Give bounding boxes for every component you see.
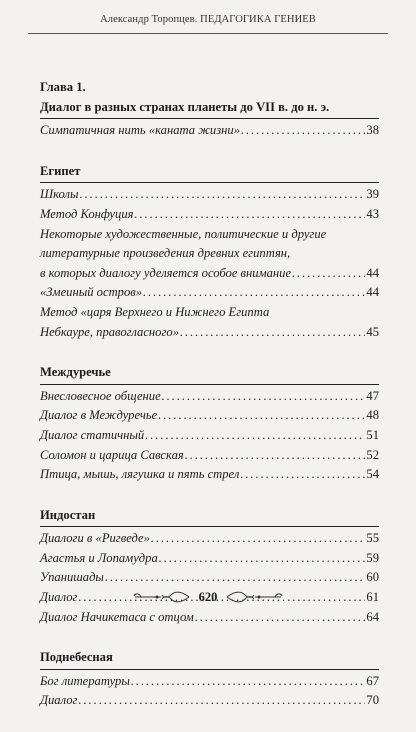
toc-page-number: 44 <box>366 265 379 280</box>
toc-page-number: 70 <box>366 693 379 708</box>
chapter-block <box>40 78 379 141</box>
toc-page-number: 55 <box>366 531 379 546</box>
toc-entry-title: Метод Конфуция <box>40 206 134 221</box>
toc-entry-title: Диалог <box>40 590 78 605</box>
toc-entry[interactable] <box>40 426 379 446</box>
toc-page-number: 48 <box>366 408 379 423</box>
toc-section <box>40 363 379 485</box>
toc-entry-title: Симпатичная нить «каната жизни» <box>40 123 240 138</box>
toc-section <box>40 648 379 711</box>
toc-entry[interactable] <box>40 608 379 628</box>
toc-page-number: 47 <box>366 388 379 403</box>
dot-leader <box>80 185 366 205</box>
toc-entry[interactable] <box>40 549 379 569</box>
toc-entry-title: Агастья и Лопамудра <box>40 550 158 565</box>
dot-leader <box>145 426 365 446</box>
toc-page-number: 51 <box>366 427 379 442</box>
section-rule <box>40 384 379 385</box>
toc-entry-title: Соломон и царица Савская <box>40 447 184 462</box>
toc-entry[interactable] <box>40 264 379 284</box>
dot-leader <box>159 549 366 569</box>
toc-page-number: 44 <box>366 285 379 300</box>
header-rule <box>28 33 388 34</box>
running-head: Александр Торопцев. ПЕДАГОГИКА ГЕНИЕВ <box>100 14 316 25</box>
sections-container <box>40 162 379 711</box>
toc-entry-title: Диалог в Междуречье <box>40 408 158 423</box>
dot-leader <box>131 672 366 692</box>
toc-page-number: 45 <box>366 324 379 339</box>
toc-entry[interactable] <box>40 529 379 549</box>
toc-entry[interactable] <box>40 121 379 141</box>
toc-entry-title: Птица, мышь, лягушка и пять стрел <box>40 467 240 482</box>
toc-entry-title: Упанишады <box>40 570 104 585</box>
section-rule <box>40 526 379 527</box>
table-of-contents <box>40 78 379 732</box>
dot-leader <box>158 406 365 426</box>
toc-page-number: 64 <box>366 609 379 624</box>
toc-entry-title: «Змеиный остров» <box>40 285 143 300</box>
toc-section <box>40 506 379 628</box>
toc-page-number: 54 <box>366 467 379 482</box>
toc-entry[interactable] <box>40 387 379 407</box>
section-title: Индостан <box>40 507 96 522</box>
dot-leader <box>185 446 366 466</box>
toc-entry[interactable] <box>40 691 379 711</box>
toc-entry-title: Небкауре, правогласного» <box>40 324 179 339</box>
toc-entry-title: в которых диалогу уделяется особое внимание <box>40 265 292 280</box>
toc-entry-title: Бог литературы <box>40 673 130 688</box>
dot-leader <box>143 283 365 303</box>
toc-entry[interactable] <box>40 283 379 303</box>
toc-entry-title: Диалоги в «Ригведе» <box>40 531 150 546</box>
dot-leader <box>134 205 365 225</box>
toc-page-number: 39 <box>366 187 379 202</box>
right-ornament-icon <box>225 590 285 604</box>
toc-page-number: 61 <box>366 590 379 605</box>
dot-leader <box>240 465 365 485</box>
toc-entry[interactable] <box>40 185 379 205</box>
section-rule <box>40 669 379 670</box>
toc-section <box>40 162 379 342</box>
dot-leader <box>195 608 366 628</box>
toc-entry-title: Диалог статичный <box>40 427 145 442</box>
page-footer <box>0 585 416 609</box>
chapter-label: Глава 1. <box>40 80 86 94</box>
dot-leader <box>78 691 365 711</box>
page-number: 620 <box>198 589 218 604</box>
dot-leader <box>241 121 365 141</box>
toc-page-number: 52 <box>366 447 379 462</box>
toc-page-number: 38 <box>366 123 379 138</box>
toc-entry-line: Метод «царя Верхнего и Нижнего Египта <box>40 304 270 319</box>
section-title: Поднебесная <box>40 650 113 665</box>
toc-entry-title: Внесловесное общение <box>40 388 161 403</box>
toc-entry[interactable] <box>40 672 379 692</box>
chapter-rule <box>40 118 379 119</box>
chapter-entries <box>40 121 379 141</box>
toc-entry-title: Диалог Начикетаса с отцом <box>40 609 194 624</box>
left-ornament-icon <box>131 590 191 604</box>
toc-page-number: 60 <box>366 570 379 585</box>
section-title: Междуречье <box>40 365 111 380</box>
toc-entry[interactable] <box>40 205 379 225</box>
toc-page-number: 59 <box>366 550 379 565</box>
dot-leader <box>292 264 365 284</box>
chapter-title: Диалог в разных странах планеты до VII в. до н. э. <box>40 99 330 114</box>
section-title: Египет <box>40 163 81 178</box>
toc-entry[interactable] <box>40 323 379 343</box>
section-rule <box>40 182 379 183</box>
toc-entry[interactable] <box>40 406 379 426</box>
toc-entry[interactable] <box>40 465 379 485</box>
dot-leader <box>180 323 365 343</box>
toc-entry-line: Некоторые художественные, политические и другие <box>40 226 327 241</box>
toc-page-number: 43 <box>366 206 379 221</box>
toc-page-number: 67 <box>366 673 379 688</box>
toc-entry[interactable] <box>40 446 379 466</box>
toc-entry-title: Школы <box>40 187 79 202</box>
dot-leader <box>151 529 366 549</box>
toc-entry-line: литературные произведения древних египтян, <box>40 246 291 261</box>
dot-leader <box>162 387 366 407</box>
toc-entry-title: Диалог <box>40 693 78 708</box>
